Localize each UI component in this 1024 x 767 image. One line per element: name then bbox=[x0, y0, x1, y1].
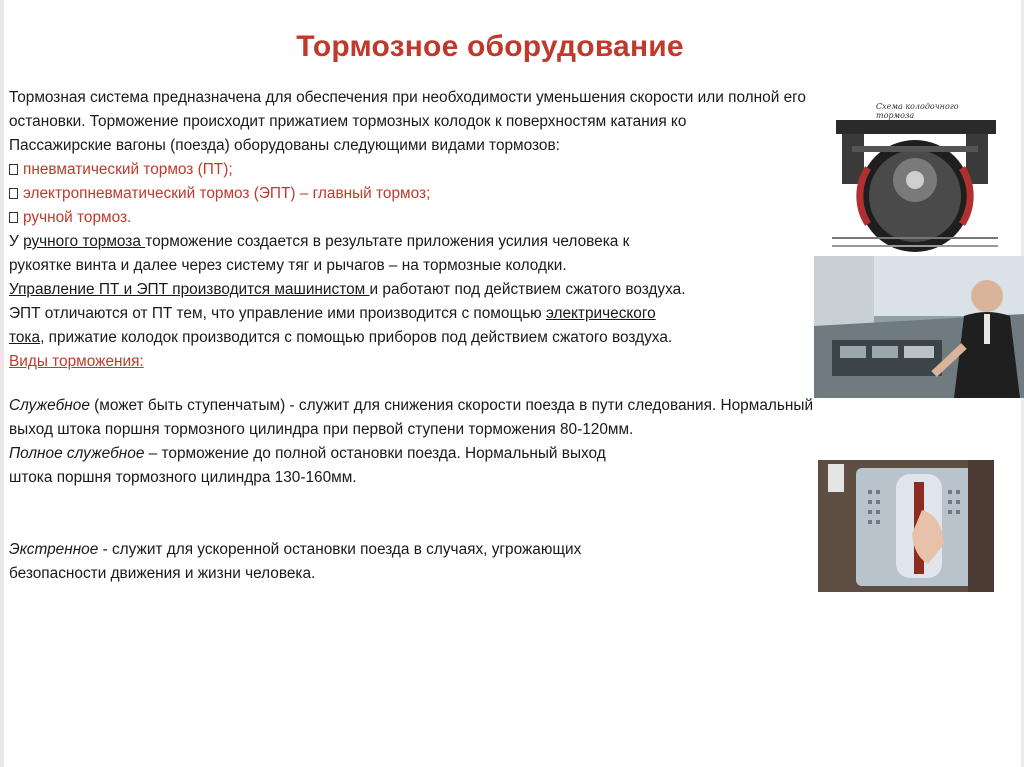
intro-line-2: остановки. Торможение происходит прижатием тормозных колодок к поверхностям катания ко bbox=[9, 113, 687, 130]
emergency-term: Экстренное bbox=[9, 541, 99, 558]
ept-line-1: ЭПТ отличаются от ПТ тем, что управление ими производится с помощью электрического bbox=[9, 305, 656, 322]
brake-scheme-image bbox=[832, 98, 998, 254]
intro-line-3: Пассажирские вагоны (поезда) оборудованы следующими видами тормозов: bbox=[9, 137, 560, 154]
hand-brake-drawing bbox=[818, 460, 994, 592]
slide-left-edge bbox=[0, 0, 4, 767]
service-line-2: выход штока поршня тормозного цилиндра при первой ступени торможения 80-120мм. bbox=[9, 421, 634, 438]
bullet-box-icon bbox=[9, 164, 18, 175]
control-underlined: Управление ПТ и ЭПТ производится машинистом bbox=[9, 281, 370, 298]
ept-electric-term: электрического bbox=[545, 305, 656, 322]
driver-cab-drawing bbox=[814, 256, 1024, 398]
emergency-line-1: Экстренное - служит для ускоренной остановки поезда в случаях, угрожающих bbox=[9, 541, 582, 558]
control-line: Управление ПТ и ЭПТ производится машинистом и работают под действием сжатого воздуха. bbox=[9, 281, 686, 298]
full-service-line-1: Полное служебное – торможение до полной остановки поезда. Нормальный выход bbox=[9, 445, 606, 462]
ept-line-2: тока, прижатие колодок производится с помощью приборов под действием сжатого воздуха. bbox=[9, 329, 673, 346]
hand-brake-term: ручного тормоза bbox=[23, 233, 146, 250]
driver-cab-photo bbox=[814, 256, 1024, 398]
bullet-box-icon bbox=[9, 188, 18, 199]
brake-type-pneumatic: пневматический тормоз (ПТ); bbox=[9, 158, 1009, 182]
service-line-1: Служебное (может быть ступенчатым) - служит для снижения скорости поезда в пути следования. Нормальный bbox=[9, 397, 814, 414]
brake-scheme-caption: Схема колодочного тормоза bbox=[876, 102, 959, 120]
bullet-box-icon bbox=[9, 212, 18, 223]
full-service-term: Полное служебное bbox=[9, 445, 145, 462]
brake-scheme-drawing bbox=[832, 98, 998, 254]
brake-type-manual: ручной тормоз. bbox=[9, 206, 1009, 230]
emergency-line-2: безопасности движения и жизни человека. bbox=[9, 565, 316, 582]
hand-brake-photo bbox=[818, 460, 994, 592]
slide-title: Тормозное оборудование bbox=[296, 30, 684, 63]
brake-type-electropneumatic: электропневматический тормоз (ЭПТ) – главный тормоз; bbox=[9, 182, 1009, 206]
ept-current-term: тока bbox=[9, 329, 41, 346]
full-service-line-2: штока поршня тормозного цилиндра 130-160мм. bbox=[9, 469, 357, 486]
service-term: Служебное bbox=[9, 397, 90, 414]
intro-line-1: Тормозная система предназначена для обеспечения при необходимости уменьшения скорости или полной его bbox=[9, 89, 806, 106]
hand-brake-line-2: рукоятке винта и далее через систему тяг и рычагов – на тормозные колодки. bbox=[9, 257, 567, 274]
hand-brake-line-1: У ручного тормоза торможение создается в результате приложения усилия человека к bbox=[9, 233, 630, 250]
braking-kinds-heading: Виды торможения: bbox=[9, 353, 144, 370]
